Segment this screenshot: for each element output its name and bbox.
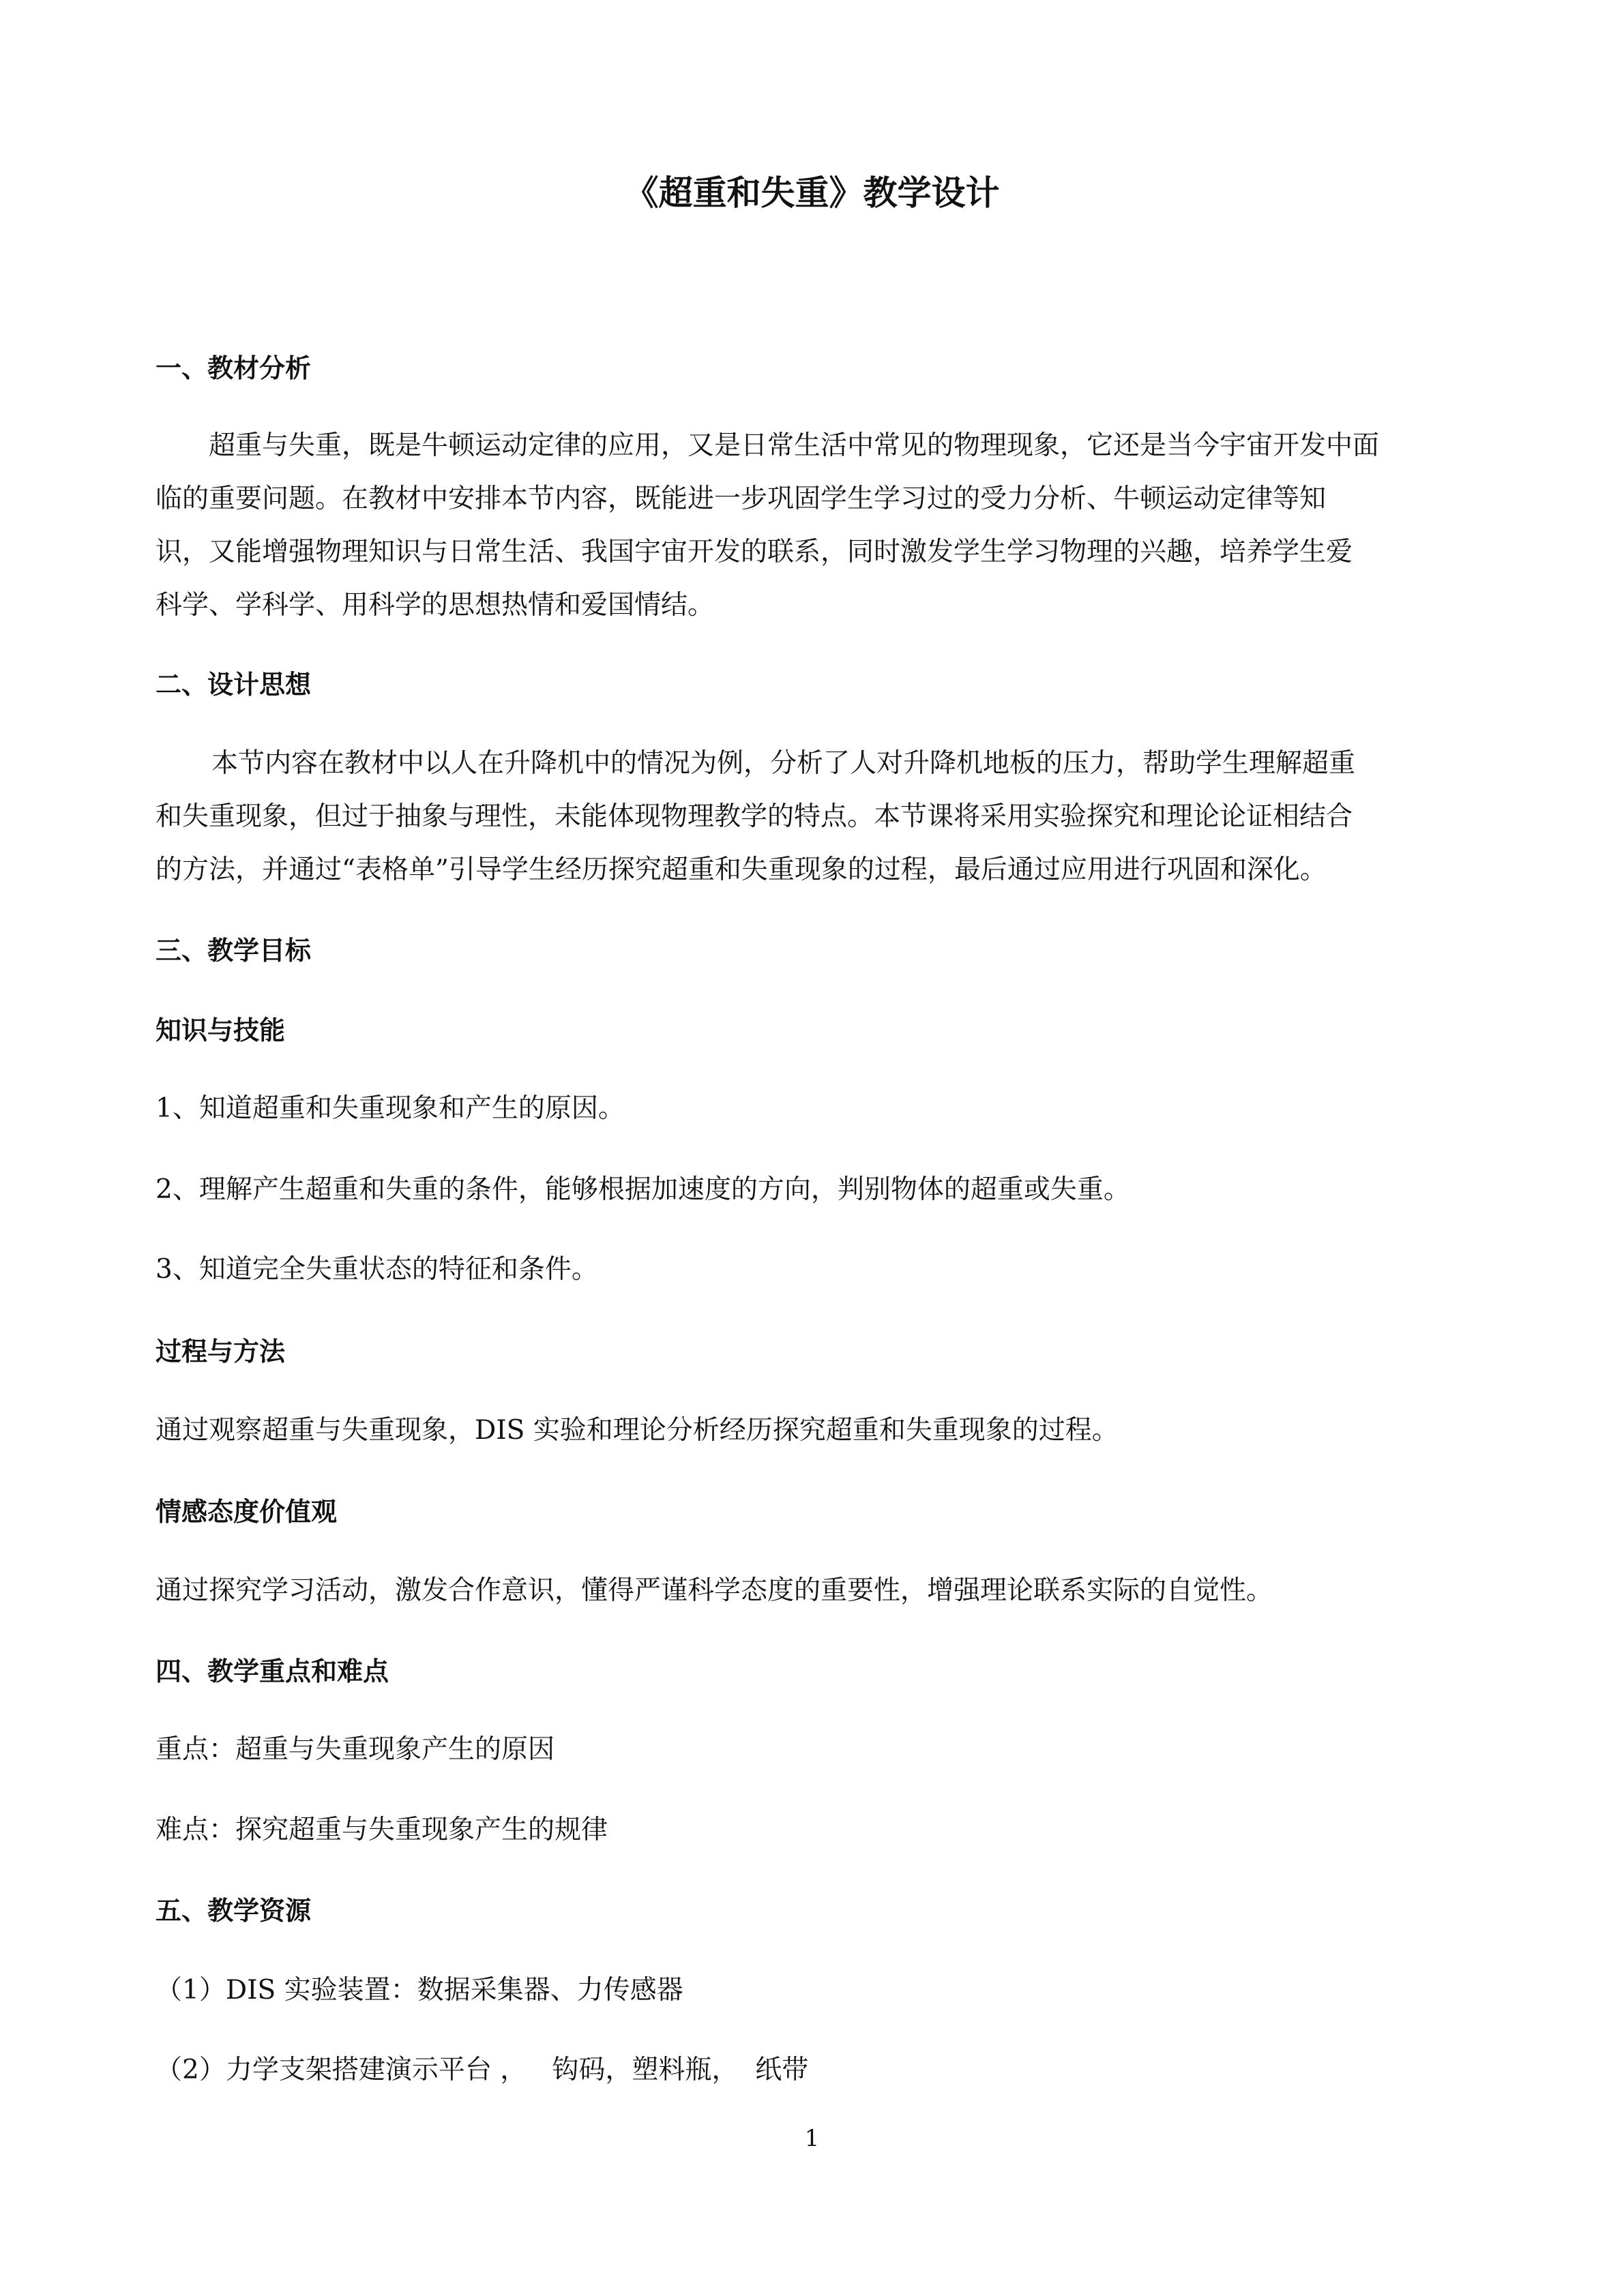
paragraph-textbook-analysis (156, 419, 1479, 632)
paragraph-design-idea (156, 737, 1479, 897)
paragraph-line: 的方法，并通过“表格单”引导学生经历探究超重和失重现象的过程，最后通过应用进行巩固和深化。 (156, 854, 1327, 885)
paragraph-line: 超重与失重，既是牛顿运动定律的应用，又是日常生活中常见的物理现象，它还是当今宇宙开发中面 (209, 430, 1380, 461)
heading-design-idea: 二、设计思想 (156, 670, 312, 700)
paragraph-line: 科学、学科学、用科学的思想热情和爱国情结。 (156, 590, 715, 621)
key-point-text: 重点：超重与失重现象产生的原因 (156, 1734, 555, 1765)
subheading-process-methods: 过程与方法 (156, 1337, 286, 1367)
list-item: 3、知道完全失重状态的特征和条件。 (156, 1254, 598, 1285)
document-title: 《超重和失重》教学设计 (624, 173, 1000, 213)
paragraph-line: 本节内容在教材中以人在升降机中的情况为例，分析了人对升降机地板的压力，帮助学生理解超重 (211, 748, 1356, 779)
paragraph-line: 和失重现象，但过于抽象与理性，未能体现物理教学的特点。本节课将采用实验探究和理论论证相结合 (156, 801, 1353, 832)
difficult-point-text: 难点：探究超重与失重现象产生的规律 (156, 1815, 608, 1845)
list-item: 2、理解产生超重和失重的条件，能够根据加速度的方向，判别物体的超重或失重。 (156, 1174, 1130, 1205)
subheading-knowledge-skills: 知识与技能 (156, 1015, 286, 1045)
heading-teaching-objectives: 三、教学目标 (156, 936, 312, 966)
paragraph-line: 识，又能增强物理知识与日常生活、我国宇宙开发的联系，同时激发学生学习物理的兴趣，培养学生爱 (156, 537, 1353, 567)
heading-teaching-resources: 五、教学资源 (156, 1896, 312, 1926)
resource-item: （1）DIS 实验装置：数据采集器、力传感器 (156, 1975, 683, 2006)
subheading-emotion-attitude-values: 情感态度价值观 (156, 1497, 338, 1527)
page-number: 1 (804, 2125, 820, 2152)
list-item: 1、知道超重和失重现象和产生的原因。 (156, 1093, 625, 1124)
paragraph-line: 临的重要问题。在教材中安排本节内容，既能进一步巩固学生学习过的受力分析、牛顿运动定律等知 (156, 483, 1327, 514)
heading-key-difficult-points: 四、教学重点和难点 (156, 1656, 389, 1686)
process-methods-text: 通过观察超重与失重现象，DIS 实验和理论分析经历探究超重和失重现象的过程。 (156, 1415, 1119, 1446)
heading-textbook-analysis: 一、教材分析 (156, 353, 312, 383)
resource-item: （2）力学支架搭建演示平台 ， 钩码，塑料瓶， 纸带 (156, 2055, 809, 2085)
emotion-attitude-text: 通过探究学习活动，激发合作意识，懂得严谨科学态度的重要性，增强理论联系实际的自觉性。 (156, 1575, 1273, 1606)
